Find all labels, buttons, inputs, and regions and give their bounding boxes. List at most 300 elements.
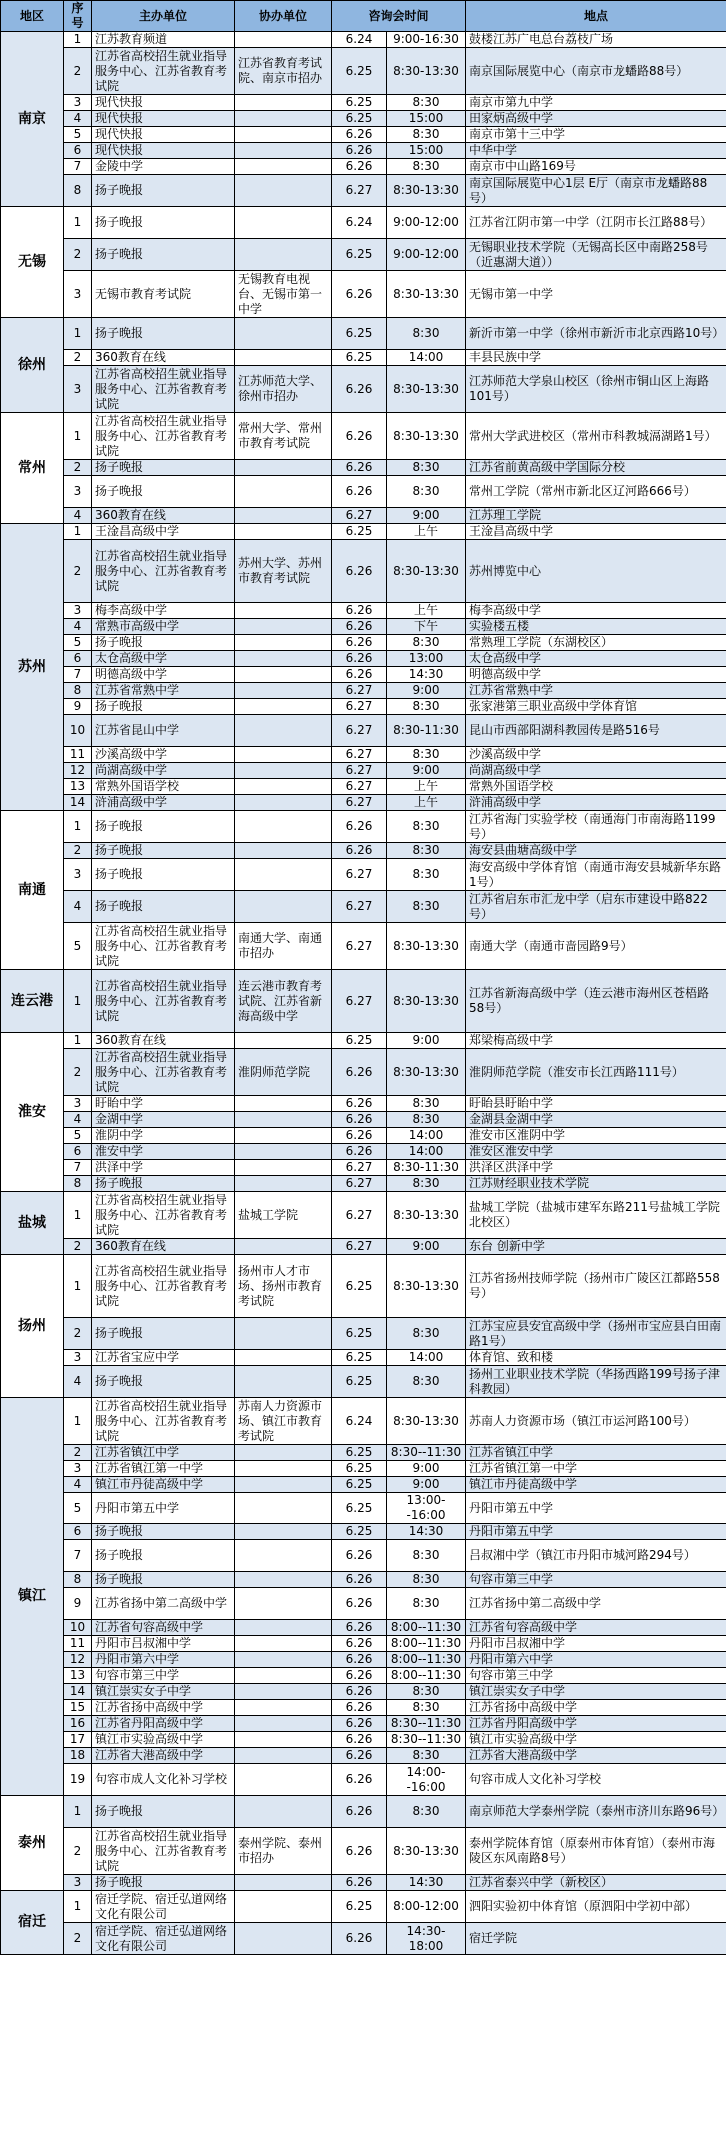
table-row [1, 1493, 726, 1524]
row-index-cell: 2 [64, 48, 92, 95]
date-cell: 6.26 [332, 143, 387, 159]
time-cell: 8:30 [387, 1588, 466, 1620]
time-cell: 14:30 [387, 1875, 466, 1891]
time-cell: 8:30-11:30 [387, 715, 466, 747]
location-cell: 南京国际展览中心1层 E厅（南京市龙蟠路88号） [466, 175, 726, 207]
date-cell: 6.26 [332, 1636, 387, 1652]
time-cell: 上午 [387, 779, 466, 795]
organizer-cell: 王淦昌高级中学 [92, 524, 235, 540]
table-row [1, 1668, 726, 1684]
co-organizer-cell: 江苏师范大学、徐州市招办 [235, 366, 332, 413]
co-organizer-cell: 盐城工学院 [235, 1192, 332, 1239]
co-organizer-cell: 扬州市人才市场、扬州市教育考试院 [235, 1255, 332, 1318]
co-organizer-cell [235, 1732, 332, 1748]
date-cell: 6.26 [332, 127, 387, 143]
date-cell: 6.27 [332, 1192, 387, 1239]
row-index-cell: 2 [64, 460, 92, 476]
time-cell: 9:00 [387, 1239, 466, 1255]
table-row [1, 350, 726, 366]
co-organizer-cell [235, 1716, 332, 1732]
location-cell: 南京市中山路169号 [466, 159, 726, 175]
row-index-cell: 12 [64, 1652, 92, 1668]
date-cell: 6.26 [332, 1049, 387, 1096]
co-organizer-cell [235, 795, 332, 811]
date-cell: 6.26 [332, 159, 387, 175]
time-cell: 8:30-13:30 [387, 413, 466, 460]
time-cell: 8:30-13:30 [387, 923, 466, 970]
header-time: 咨询会时间 [332, 1, 466, 32]
row-index-cell: 7 [64, 1160, 92, 1176]
time-cell: 13:00--16:00 [387, 1493, 466, 1524]
location-cell: 东台 创新中学 [466, 1239, 726, 1255]
table-row [1, 48, 726, 95]
table-row [1, 1524, 726, 1540]
time-cell: 9:00 [387, 683, 466, 699]
co-organizer-cell [235, 318, 332, 350]
time-cell: 14:00--16:00 [387, 1764, 466, 1796]
region-cell: 南通 [1, 811, 64, 970]
time-cell: 8:30 [387, 635, 466, 651]
row-index-cell: 5 [64, 1128, 92, 1144]
location-cell: 盱眙县盱眙中学 [466, 1096, 726, 1112]
table-row [1, 1128, 726, 1144]
co-organizer-cell [235, 1636, 332, 1652]
date-cell: 6.26 [332, 1144, 387, 1160]
date-cell: 6.27 [332, 795, 387, 811]
organizer-cell: 江苏省句容高级中学 [92, 1620, 235, 1636]
row-index-cell: 18 [64, 1748, 92, 1764]
row-index-cell: 9 [64, 699, 92, 715]
date-cell: 6.26 [332, 811, 387, 843]
row-index-cell: 11 [64, 1636, 92, 1652]
table-header [1, 1, 726, 32]
table-row [1, 32, 726, 48]
row-index-cell: 1 [64, 1255, 92, 1318]
table-row [1, 603, 726, 619]
time-cell: 8:30 [387, 95, 466, 111]
table-row [1, 1796, 726, 1828]
time-cell: 上午 [387, 524, 466, 540]
location-cell: 中华中学 [466, 143, 726, 159]
time-cell: 8:30-11:30 [387, 1160, 466, 1176]
table-row [1, 1636, 726, 1652]
co-organizer-cell [235, 1764, 332, 1796]
row-index-cell: 9 [64, 1588, 92, 1620]
organizer-cell: 江苏省高校招生就业指导服务中心、江苏省教育考试院 [92, 413, 235, 460]
co-organizer-cell [235, 779, 332, 795]
organizer-cell: 江苏省高校招生就业指导服务中心、江苏省教育考试院 [92, 1828, 235, 1875]
date-cell: 6.25 [332, 239, 387, 271]
location-cell: 句容市第三中学 [466, 1668, 726, 1684]
co-organizer-cell [235, 1350, 332, 1366]
table-row [1, 239, 726, 271]
date-cell: 6.25 [332, 1493, 387, 1524]
row-index-cell: 2 [64, 843, 92, 859]
co-organizer-cell [235, 747, 332, 763]
organizer-cell: 淮阴中学 [92, 1128, 235, 1144]
row-index-cell: 15 [64, 1700, 92, 1716]
organizer-cell: 常熟市高级中学 [92, 619, 235, 635]
co-organizer-cell [235, 1748, 332, 1764]
table-row [1, 460, 726, 476]
region-cell: 徐州 [1, 318, 64, 413]
location-cell: 淮安市区淮阴中学 [466, 1128, 726, 1144]
co-organizer-cell [235, 460, 332, 476]
date-cell: 6.27 [332, 1176, 387, 1192]
time-cell: 8:30--11:30 [387, 1732, 466, 1748]
row-index-cell: 3 [64, 603, 92, 619]
location-cell: 体育馆、致和楼 [466, 1350, 726, 1366]
organizer-cell: 扬子晚报 [92, 859, 235, 891]
location-cell: 鼓楼江苏广电总台荔枝广场 [466, 32, 726, 48]
organizer-cell: 扬子晚报 [92, 1875, 235, 1891]
table-row [1, 1255, 726, 1318]
date-cell: 6.25 [332, 1350, 387, 1366]
date-cell: 6.25 [332, 524, 387, 540]
date-cell: 6.26 [332, 651, 387, 667]
co-organizer-cell [235, 619, 332, 635]
time-cell: 13:00 [387, 651, 466, 667]
organizer-cell: 江苏省扬中高级中学 [92, 1700, 235, 1716]
time-cell: 15:00 [387, 111, 466, 127]
row-index-cell: 5 [64, 635, 92, 651]
location-cell: 无锡市第一中学 [466, 271, 726, 318]
organizer-cell: 360教育在线 [92, 508, 235, 524]
row-index-cell: 7 [64, 667, 92, 683]
location-cell: 江苏财经职业技术学院 [466, 1176, 726, 1192]
organizer-cell: 360教育在线 [92, 350, 235, 366]
organizer-cell: 镇江崇实女子中学 [92, 1684, 235, 1700]
table-row [1, 923, 726, 970]
time-cell: 8:30 [387, 1684, 466, 1700]
time-cell: 8:30--11:30 [387, 1716, 466, 1732]
region-cell: 无锡 [1, 207, 64, 318]
co-organizer-cell [235, 1160, 332, 1176]
region-cell: 南京 [1, 32, 64, 207]
row-index-cell: 4 [64, 1366, 92, 1398]
location-cell: 句容市第三中学 [466, 1572, 726, 1588]
organizer-cell: 宿迁学院、宿迁弘道网络文化有限公司 [92, 1923, 235, 1955]
row-index-cell: 5 [64, 127, 92, 143]
date-cell: 6.26 [332, 843, 387, 859]
time-cell: 9:00 [387, 1477, 466, 1493]
table-row [1, 891, 726, 923]
location-cell: 张家港第三职业高级中学体育馆 [466, 699, 726, 715]
table-row [1, 1366, 726, 1398]
co-organizer-cell [235, 763, 332, 779]
organizer-cell: 扬子晚报 [92, 1176, 235, 1192]
time-cell: 8:00--11:30 [387, 1636, 466, 1652]
organizer-cell: 扬子晚报 [92, 1318, 235, 1350]
location-cell: 江苏省扬州技师学院（扬州市广陵区江都路558号） [466, 1255, 726, 1318]
location-cell: 吕叔湘中学（镇江市丹阳市城河路294号） [466, 1540, 726, 1572]
row-index-cell: 14 [64, 1684, 92, 1700]
date-cell: 6.24 [332, 1398, 387, 1445]
organizer-cell: 现代快报 [92, 95, 235, 111]
row-index-cell: 1 [64, 1192, 92, 1239]
organizer-cell: 扬子晚报 [92, 207, 235, 239]
table-row [1, 1398, 726, 1445]
location-cell: 南京国际展览中心（南京市龙蟠路88号） [466, 48, 726, 95]
location-cell: 常州大学武进校区（常州市科教城滆湖路1号） [466, 413, 726, 460]
time-cell: 8:30-13:30 [387, 1049, 466, 1096]
time-cell: 8:30 [387, 1700, 466, 1716]
organizer-cell: 江苏省高校招生就业指导服务中心、江苏省教育考试院 [92, 1192, 235, 1239]
organizer-cell: 江苏省高校招生就业指导服务中心、江苏省教育考试院 [92, 1398, 235, 1445]
table-row [1, 366, 726, 413]
table-row [1, 1033, 726, 1049]
row-index-cell: 16 [64, 1716, 92, 1732]
organizer-cell: 无锡市教育考试院 [92, 271, 235, 318]
location-cell: 盐城工学院（盐城市建军东路211号盐城工学院北校区） [466, 1192, 726, 1239]
location-cell: 田家炳高级中学 [466, 111, 726, 127]
co-organizer-cell [235, 1668, 332, 1684]
time-cell: 8:30 [387, 811, 466, 843]
region-cell: 扬州 [1, 1255, 64, 1398]
organizer-cell: 句容市第三中学 [92, 1668, 235, 1684]
time-cell: 8:30-13:30 [387, 175, 466, 207]
time-cell: 8:30 [387, 159, 466, 175]
location-cell: 无锡职业技术学院（无锡高长区中南路258号（近惠湖大道）） [466, 239, 726, 271]
organizer-cell: 扬子晚报 [92, 811, 235, 843]
date-cell: 6.27 [332, 891, 387, 923]
time-cell: 8:30 [387, 843, 466, 859]
table-row [1, 763, 726, 779]
date-cell: 6.25 [332, 318, 387, 350]
co-organizer-cell [235, 891, 332, 923]
organizer-cell: 360教育在线 [92, 1239, 235, 1255]
table-row [1, 1716, 726, 1732]
time-cell: 8:30-13:30 [387, 271, 466, 318]
row-index-cell: 1 [64, 970, 92, 1033]
organizer-cell: 江苏省高校招生就业指导服务中心、江苏省教育考试院 [92, 48, 235, 95]
organizer-cell: 太仓高级中学 [92, 651, 235, 667]
location-cell: 郑梁梅高级中学 [466, 1033, 726, 1049]
location-cell: 淮阴师范学院（淮安市长江西路111号） [466, 1049, 726, 1096]
region-cell: 常州 [1, 413, 64, 524]
organizer-cell: 尚湖高级中学 [92, 763, 235, 779]
time-cell: 8:30-13:30 [387, 970, 466, 1033]
time-cell: 14:00 [387, 1144, 466, 1160]
row-index-cell: 4 [64, 1477, 92, 1493]
date-cell: 6.26 [332, 1540, 387, 1572]
location-cell: 扬州工业职业技术学院（华扬西路199号扬子津科教园） [466, 1366, 726, 1398]
time-cell: 8:30 [387, 1540, 466, 1572]
location-cell: 江苏省句容高级中学 [466, 1620, 726, 1636]
row-index-cell: 6 [64, 651, 92, 667]
location-cell: 江苏省启东市汇龙中学（启东市建设中路822号） [466, 891, 726, 923]
table-row [1, 859, 726, 891]
row-index-cell: 7 [64, 159, 92, 175]
co-organizer-cell [235, 1477, 332, 1493]
row-index-cell: 6 [64, 143, 92, 159]
date-cell: 6.27 [332, 923, 387, 970]
date-cell: 6.26 [332, 1716, 387, 1732]
row-index-cell: 3 [64, 476, 92, 508]
date-cell: 6.27 [332, 1239, 387, 1255]
table-row [1, 1350, 726, 1366]
table-row [1, 1891, 726, 1923]
location-cell: 丹阳市第六中学 [466, 1652, 726, 1668]
region-cell: 淮安 [1, 1033, 64, 1192]
header-co-organizer: 协办单位 [235, 1, 332, 32]
co-organizer-cell: 无锡教育电视台、无锡市第一中学 [235, 271, 332, 318]
table-row [1, 1192, 726, 1239]
table-row [1, 1620, 726, 1636]
row-index-cell: 8 [64, 175, 92, 207]
date-cell: 6.26 [332, 540, 387, 603]
date-cell: 6.27 [332, 683, 387, 699]
date-cell: 6.25 [332, 1461, 387, 1477]
header-index: 序号 [64, 1, 92, 32]
co-organizer-cell [235, 843, 332, 859]
row-index-cell: 3 [64, 1096, 92, 1112]
co-organizer-cell: 苏南人力资源市场、镇江市教育考试院 [235, 1398, 332, 1445]
time-cell: 9:00-12:00 [387, 239, 466, 271]
date-cell: 6.26 [332, 1572, 387, 1588]
co-organizer-cell [235, 239, 332, 271]
table-row [1, 1318, 726, 1350]
date-cell: 6.26 [332, 366, 387, 413]
co-organizer-cell: 江苏省教育考试院、南京市招办 [235, 48, 332, 95]
date-cell: 6.27 [332, 699, 387, 715]
organizer-cell: 江苏省昆山中学 [92, 715, 235, 747]
location-cell: 镇江市丹徒高级中学 [466, 1477, 726, 1493]
row-index-cell: 17 [64, 1732, 92, 1748]
location-cell: 句容市成人文化补习学校 [466, 1764, 726, 1796]
organizer-cell: 明德高级中学 [92, 667, 235, 683]
date-cell: 6.26 [332, 1796, 387, 1828]
table-row [1, 95, 726, 111]
location-cell: 洪泽区洪泽中学 [466, 1160, 726, 1176]
row-index-cell: 3 [64, 859, 92, 891]
location-cell: 梅李高级中学 [466, 603, 726, 619]
table-row [1, 1477, 726, 1493]
co-organizer-cell [235, 811, 332, 843]
co-organizer-cell [235, 127, 332, 143]
date-cell: 6.27 [332, 779, 387, 795]
time-cell: 14:00 [387, 1128, 466, 1144]
time-cell: 14:00 [387, 350, 466, 366]
location-cell: 泗阳实验初中体育馆（原泗阳中学初中部） [466, 1891, 726, 1923]
location-cell: 昆山市西部阳湖科教园传是路516号 [466, 715, 726, 747]
table-row [1, 1652, 726, 1668]
row-index-cell: 14 [64, 795, 92, 811]
row-index-cell: 1 [64, 1796, 92, 1828]
organizer-cell: 江苏省高校招生就业指导服务中心、江苏省教育考试院 [92, 970, 235, 1033]
time-cell: 8:00--11:30 [387, 1652, 466, 1668]
time-cell: 8:30--11:30 [387, 1445, 466, 1461]
table-row [1, 1160, 726, 1176]
table-row [1, 683, 726, 699]
date-cell: 6.27 [332, 859, 387, 891]
table-row [1, 811, 726, 843]
row-index-cell: 5 [64, 923, 92, 970]
location-cell: 江苏宝应县安宜高级中学（扬州市宝应县白田南路1号） [466, 1318, 726, 1350]
co-organizer-cell [235, 350, 332, 366]
time-cell: 9:00-16:30 [387, 32, 466, 48]
date-cell: 6.25 [332, 111, 387, 127]
time-cell: 9:00 [387, 508, 466, 524]
co-organizer-cell [235, 1239, 332, 1255]
location-cell: 江苏省扬中高级中学 [466, 1700, 726, 1716]
co-organizer-cell [235, 476, 332, 508]
date-cell: 6.26 [332, 413, 387, 460]
date-cell: 6.25 [332, 95, 387, 111]
location-cell: 江苏省海门实验学校（南通海门市南海路1199号） [466, 811, 726, 843]
date-cell: 6.26 [332, 1128, 387, 1144]
location-cell: 淮安区淮安中学 [466, 1144, 726, 1160]
organizer-cell: 扬子晚报 [92, 460, 235, 476]
table-row [1, 111, 726, 127]
co-organizer-cell [235, 1445, 332, 1461]
organizer-cell: 金陵中学 [92, 159, 235, 175]
co-organizer-cell: 南通大学、南通市招办 [235, 923, 332, 970]
organizer-cell: 现代快报 [92, 111, 235, 127]
organizer-cell: 江苏省扬中第二高级中学 [92, 1588, 235, 1620]
organizer-cell: 梅李高级中学 [92, 603, 235, 619]
date-cell: 6.25 [332, 1477, 387, 1493]
co-organizer-cell [235, 1461, 332, 1477]
table-row [1, 476, 726, 508]
time-cell: 9:00 [387, 763, 466, 779]
organizer-cell: 扬子晚报 [92, 1572, 235, 1588]
time-cell: 8:30 [387, 1096, 466, 1112]
location-cell: 王淦昌高级中学 [466, 524, 726, 540]
organizer-cell: 360教育在线 [92, 1033, 235, 1049]
organizer-cell: 江苏省常熟中学 [92, 683, 235, 699]
time-cell: 8:30 [387, 747, 466, 763]
time-cell: 8:30-13:30 [387, 1255, 466, 1318]
date-cell: 6.26 [332, 271, 387, 318]
co-organizer-cell [235, 1700, 332, 1716]
row-index-cell: 3 [64, 95, 92, 111]
table-row [1, 715, 726, 747]
row-index-cell: 4 [64, 619, 92, 635]
table-row [1, 795, 726, 811]
row-index-cell: 8 [64, 1176, 92, 1192]
location-cell: 镇江崇实女子中学 [466, 1684, 726, 1700]
row-index-cell: 4 [64, 111, 92, 127]
organizer-cell: 江苏省宝应中学 [92, 1350, 235, 1366]
organizer-cell: 扬子晚报 [92, 1524, 235, 1540]
co-organizer-cell [235, 111, 332, 127]
date-cell: 6.27 [332, 1160, 387, 1176]
location-cell: 丹阳市第五中学 [466, 1493, 726, 1524]
table-row [1, 1684, 726, 1700]
organizer-cell: 扬子晚报 [92, 239, 235, 271]
location-cell: 常州工学院（常州市新北区辽河路666号） [466, 476, 726, 508]
organizer-cell: 江苏省高校招生就业指导服务中心、江苏省教育考试院 [92, 1255, 235, 1318]
time-cell: 8:30 [387, 859, 466, 891]
header-organizer: 主办单位 [92, 1, 235, 32]
organizer-cell: 江苏省高校招生就业指导服务中心、江苏省教育考试院 [92, 366, 235, 413]
row-index-cell: 1 [64, 207, 92, 239]
date-cell: 6.24 [332, 32, 387, 48]
co-organizer-cell: 常州大学、常州市教育考试院 [235, 413, 332, 460]
co-organizer-cell [235, 32, 332, 48]
location-cell: 江苏省新海高级中学（连云港市海州区苍梧路58号） [466, 970, 726, 1033]
row-index-cell: 1 [64, 1398, 92, 1445]
date-cell: 6.26 [332, 1764, 387, 1796]
time-cell: 8:30 [387, 318, 466, 350]
row-index-cell: 13 [64, 1668, 92, 1684]
co-organizer-cell [235, 1540, 332, 1572]
time-cell: 8:30 [387, 127, 466, 143]
location-cell: 江苏省镇江中学 [466, 1445, 726, 1461]
table-row [1, 1923, 726, 1955]
date-cell: 6.26 [332, 1652, 387, 1668]
